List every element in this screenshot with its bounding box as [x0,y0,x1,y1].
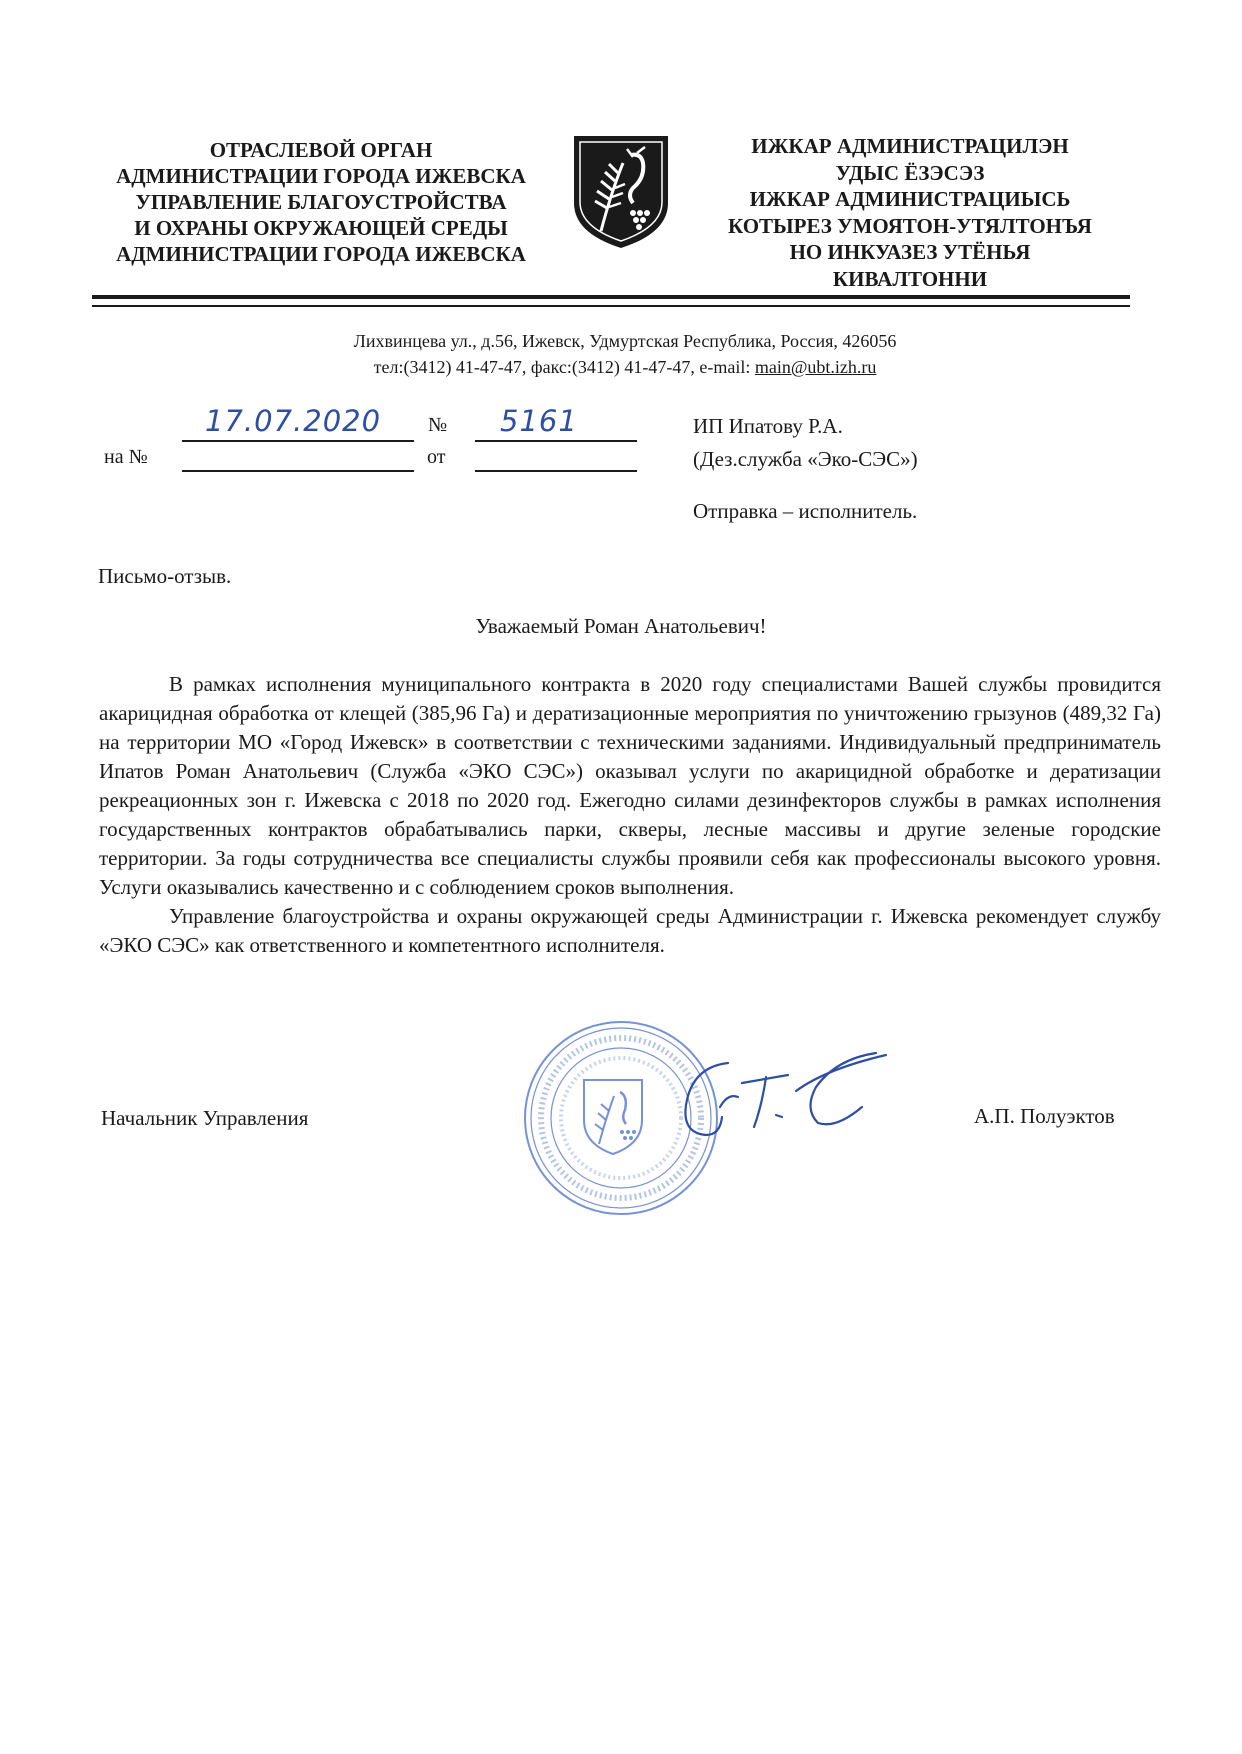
header-right-line: КИВАЛТОННИ [832,266,988,291]
header-right-line: КОТЫРЕЗ УМОЯТОН-УТЯЛТОНЪЯ [728,213,1092,238]
address-block [300,328,950,380]
number-line [475,440,637,442]
salutation: Уважаемый Роман Анатольевич! [475,614,767,638]
contacts-line [300,354,950,380]
header-left-line: ОТРАСЛЕВОЙ ОРГАН [209,138,433,162]
email-link[interactable]: main@ubt.izh.ru [754,357,877,377]
header-right-line: НО ИНКУАЗЕЗ УТЁНЬЯ [789,240,1031,264]
reply-from-label: от [427,446,446,468]
handwritten-date: 17.07.2020 [205,404,382,438]
handwritten-number: 5161 [500,404,578,438]
header-left-line: АДМИНИСТРАЦИИ ГОРОДА ИЖЕВСКА [116,164,526,188]
header-divider-thick [92,295,1130,299]
signatory-name: А.П. Полуэктов [974,1104,1115,1128]
addressee-name: ИП Ипатову Р.А. [693,414,843,438]
header-left [86,137,556,267]
body-paragraph: Управление благоустройства и охраны окружающей среды Администрации г. Ижевска рекомендует службу «ЭКО СЭС» как ответственного и компетентного исполнителя. [99,904,1161,957]
addressee-organization: (Дез.служба «Эко-СЭС») [693,447,918,471]
handwritten-signature-icon [676,1045,908,1155]
header-right-line: ИЖКАР АДМИНИСТРАЦИЛЭН [751,134,1069,158]
header-left-line: УПРАВЛЕНИЕ БЛАГОУСТРОЙСТВА [135,190,507,214]
header-left-line: И ОХРАНЫ ОКРУЖАЮЩЕЙ СРЕДЫ [134,216,508,240]
reply-number-label: на № [104,446,148,468]
contacts-phones: тел:(3412) 41-47-47, факс:(3412) 41-47-47, e-mail: [373,357,755,377]
document-type: Письмо-отзыв. [98,564,232,588]
header-left-line: АДМИНИСТРАЦИИ ГОРОДА ИЖЕВСКА [116,242,526,266]
reply-number-line [182,470,414,472]
address-line: Лихвинцева ул., д.56, Ижевск, Удмуртская Республика, Россия, 426056 [353,331,897,351]
letter-body [99,670,1161,960]
addressee-block [693,410,918,476]
header-right-line: ИЖКАР АДМИНИСТРАЦИЫСЬ [749,187,1071,211]
header-right [690,133,1130,292]
city-coat-of-arms-icon [571,133,671,251]
header-right-line: УДЫС ЁЗЭСЭЗ [835,160,985,185]
date-line [182,440,414,442]
number-label: № [428,414,448,436]
header-divider-thin [92,305,1130,307]
signatory-position: Начальник Управления [101,1106,309,1130]
reply-date-line [475,470,637,472]
body-paragraph: В рамках исполнения муниципального контракта в 2020 году специалистами Вашей службы провидится акарицидная обработка от клещей (385,96 Га) и дератизационные мероприятия по уничтожению грызунов (489,32 Га) на территории МО «Город Ижевск» в соответствии с техническими заданиями. Индивидуальный предприниматель Ипатов Роман Анатольевич (Служба «ЭКО СЭС») оказывал услуги по акарицидной обработке и дератизации рекреационных зон г. Ижевска с 2018 по 2020 год. Ежегодно силами дезинфекторов службы в рамках исполнения государственных контрактов обрабатывались парки, скверы, лесные массивы и другие зеленые городские территории. За годы сотрудничества все специалисты службы проявили себя как профессионалы высокого уровня. Услуги оказывались качественно и с соблюдением сроков выполнения. [99,672,1161,899]
sending-note: Отправка – исполнитель. [693,499,918,523]
